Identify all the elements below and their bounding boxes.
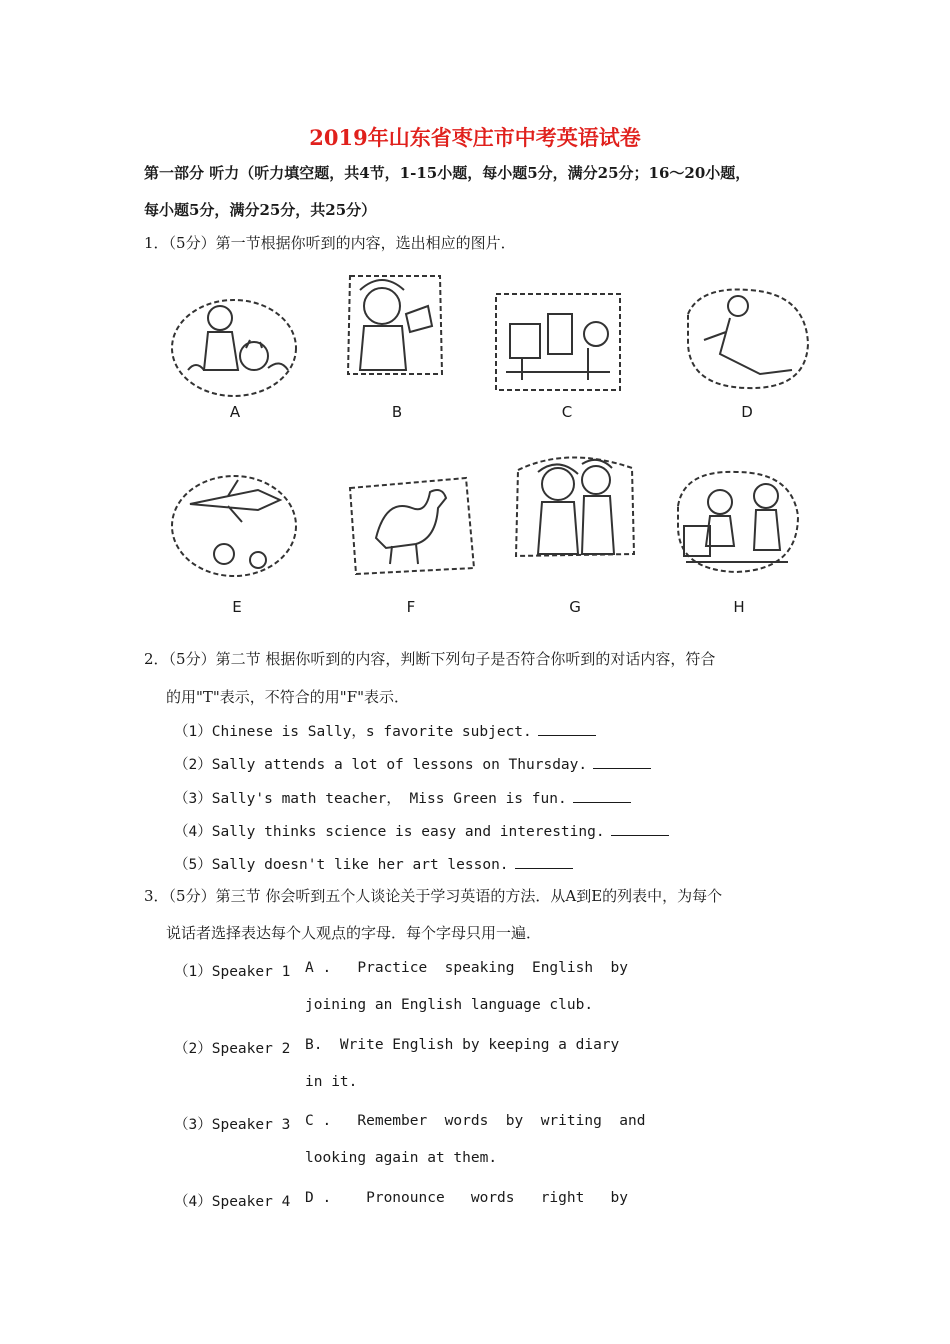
picture-label: B (391, 403, 403, 421)
q2-item-text: （2）Sally attends a lot of lessons on Thursday. (174, 757, 588, 773)
q2-item (174, 853, 573, 874)
part1-heading (144, 155, 824, 229)
q2-text-line2: 的用"T"表示，不符合的用"F"表示． (166, 688, 410, 706)
q3-text-line2: 说话者选择表达每个人观点的字母．每个字母只用一遍． (166, 924, 542, 942)
option-line: joining an English language club. (305, 997, 594, 1013)
dinosaur-icon (346, 468, 478, 578)
picture-label: E (232, 598, 242, 616)
option-line: D . Pronounce words right by (305, 1190, 629, 1206)
q2-item (174, 787, 631, 808)
option-line: C . Remember words by writing and (305, 1113, 646, 1129)
part1-heading-line1: 第一部分 听力（听力填空题，共4节，1-15小题，每小题5分，满分25分；16～20小题， (144, 164, 751, 182)
q2-item-text: （1）Chinese is Sally，s favorite subject. (174, 724, 532, 740)
option-line: B. Write English by keeping a diary (305, 1037, 620, 1053)
q2-item-text: （5）Sally doesn't like her art lesson. (174, 857, 509, 873)
girl-with-cat-icon (168, 290, 300, 400)
q2-text-line1: 2．（5分）第二节 根据你听到的内容，判断下列句子是否符合你听到的对话内容，符合 (144, 650, 716, 668)
person-lying-icon (680, 284, 812, 394)
picture-label: C (561, 403, 573, 421)
two-girls-icon (508, 450, 640, 560)
answer-blank[interactable] (538, 723, 596, 736)
option-line: A . Practice speaking English by (305, 960, 629, 976)
boys-at-desk-icon (670, 466, 802, 576)
q2-item-text: （3）Sally's math teacher， Miss Green is fun. (174, 791, 567, 807)
girl-reading-icon (330, 270, 462, 380)
page-title: 2019年山东省枣庄市中考英语试卷 (309, 125, 641, 150)
q2-item (174, 720, 596, 741)
speaker-label: （3）Speaker 3 (174, 1117, 291, 1133)
speaker-label: （1）Speaker 1 (174, 964, 291, 980)
q2-item (174, 820, 669, 841)
q3-text-line1: 3．（5分）第三节 你会听到五个人谈论关于学习英语的方法．从A到E的列表中，为每个 (144, 887, 723, 905)
picture-label: F (406, 598, 416, 616)
plane-and-child-icon (168, 470, 300, 580)
q1-text: 1．（5分）第一节根据你听到的内容，选出相应的图片． (144, 234, 516, 252)
part1-heading-line2: 每小题5分，满分25分，共25分） (144, 201, 377, 219)
picture-label: G (569, 598, 581, 616)
picture-label: H (733, 598, 745, 616)
speaker-label: （2）Speaker 2 (174, 1041, 291, 1057)
picture-label: D (741, 403, 753, 421)
picture-label: A (229, 403, 241, 421)
option-line: looking again at them. (305, 1150, 498, 1166)
q2-item (174, 753, 651, 774)
q2-item-text: （4）Sally thinks science is easy and interesting. (174, 824, 605, 840)
room-scene-icon (492, 284, 624, 394)
answer-blank[interactable] (515, 856, 573, 869)
answer-blank[interactable] (593, 756, 651, 769)
option-line: in it. (305, 1074, 358, 1090)
answer-blank[interactable] (573, 790, 631, 803)
speaker-label: （4）Speaker 4 (174, 1194, 291, 1210)
answer-blank[interactable] (611, 823, 669, 836)
